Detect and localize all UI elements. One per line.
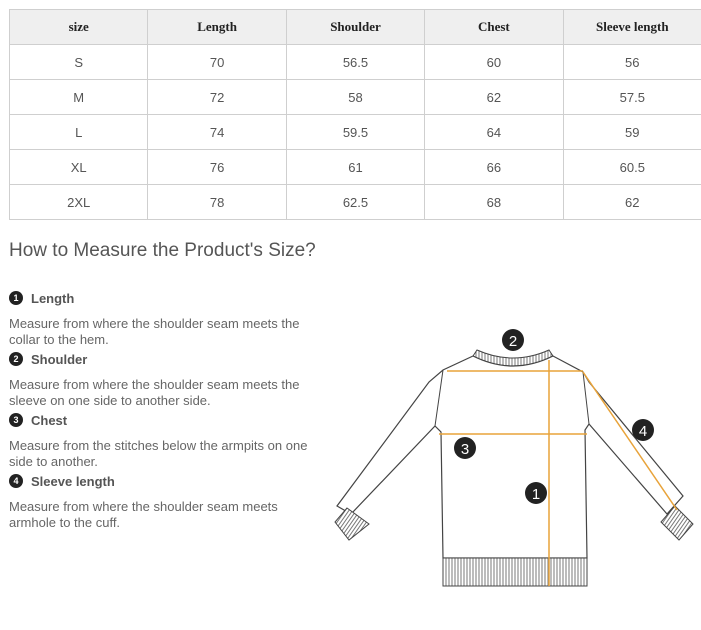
table-row xyxy=(10,115,701,150)
guide-item-sleeve-length xyxy=(9,472,319,531)
svg-text:3: 3 xyxy=(460,441,470,458)
guide-item-chest xyxy=(9,411,319,470)
cell-chest: 64 xyxy=(425,115,563,150)
marker-2 xyxy=(502,329,524,351)
guide-item-title: Shoulder xyxy=(31,351,88,367)
sweater-diagram xyxy=(325,318,697,598)
table-row xyxy=(10,185,701,220)
cell-chest: 68 xyxy=(425,185,563,220)
guide-item-length xyxy=(9,289,319,348)
cell-sleeve-length: 60.5 xyxy=(563,150,701,185)
svg-text:2: 2 xyxy=(508,333,518,350)
cell-sleeve-length: 56 xyxy=(563,45,701,80)
header-shoulder: Shoulder xyxy=(286,10,424,45)
number-1-icon: 1 xyxy=(9,291,23,305)
cell-shoulder: 62.5 xyxy=(286,185,424,220)
cell-chest: 66 xyxy=(425,150,563,185)
cell-size: M xyxy=(10,80,148,115)
cell-size: XL xyxy=(10,150,148,185)
marker-4 xyxy=(632,419,654,441)
table-row xyxy=(10,150,701,185)
cell-shoulder: 58 xyxy=(286,80,424,115)
table-row xyxy=(10,45,701,80)
guide-item-title: Sleeve length xyxy=(31,473,115,489)
hem-rib xyxy=(443,558,587,586)
guide-item-title: Chest xyxy=(31,412,68,428)
cell-size: 2XL xyxy=(10,185,148,220)
cell-sleeve-length: 57.5 xyxy=(563,80,701,115)
cell-size: L xyxy=(10,115,148,150)
cell-sleeve-length: 62 xyxy=(563,185,701,220)
cell-shoulder: 56.5 xyxy=(286,45,424,80)
left-cuff xyxy=(335,508,369,540)
table-header-row xyxy=(10,10,701,45)
cell-length: 72 xyxy=(148,80,286,115)
measure-heading: How to Measure the Product's Size? xyxy=(9,240,316,261)
guide-item-shoulder xyxy=(9,350,319,409)
cell-chest: 62 xyxy=(425,80,563,115)
cell-shoulder: 61 xyxy=(286,150,424,185)
size-chart-table xyxy=(9,9,701,220)
number-3-icon: 3 xyxy=(9,413,23,427)
svg-text:1: 1 xyxy=(531,486,541,503)
cell-length: 74 xyxy=(148,115,286,150)
marker-3 xyxy=(454,437,476,459)
guide-item-title: Length xyxy=(31,290,75,306)
guide-item-desc: Measure from where the shoulder seam meets armhole to the cuff. xyxy=(9,499,278,530)
table-row xyxy=(10,80,701,115)
header-sleeve-length: Sleeve length xyxy=(563,10,701,45)
cell-length: 70 xyxy=(148,45,286,80)
svg-text:4: 4 xyxy=(638,423,648,440)
number-2-icon: 2 xyxy=(9,352,23,366)
cell-size: S xyxy=(10,45,148,80)
cell-shoulder: 59.5 xyxy=(286,115,424,150)
cell-length: 76 xyxy=(148,150,286,185)
cell-chest: 60 xyxy=(425,45,563,80)
number-4-icon: 4 xyxy=(9,474,23,488)
guide-item-desc: Measure from the stitches below the armpits on one side to another. xyxy=(9,438,308,469)
guide-item-desc: Measure from where the shoulder seam meets the sleeve on one side to another side. xyxy=(9,377,300,408)
guide-item-desc: Measure from where the shoulder seam meets the collar to the hem. xyxy=(9,316,300,347)
cell-length: 78 xyxy=(148,185,286,220)
sleeve-line xyxy=(583,372,677,510)
header-chest: Chest xyxy=(425,10,563,45)
cell-sleeve-length: 59 xyxy=(563,115,701,150)
sweater-outline xyxy=(337,356,683,558)
marker-1 xyxy=(525,482,547,504)
header-length: Length xyxy=(148,10,286,45)
header-size: size xyxy=(10,10,148,45)
